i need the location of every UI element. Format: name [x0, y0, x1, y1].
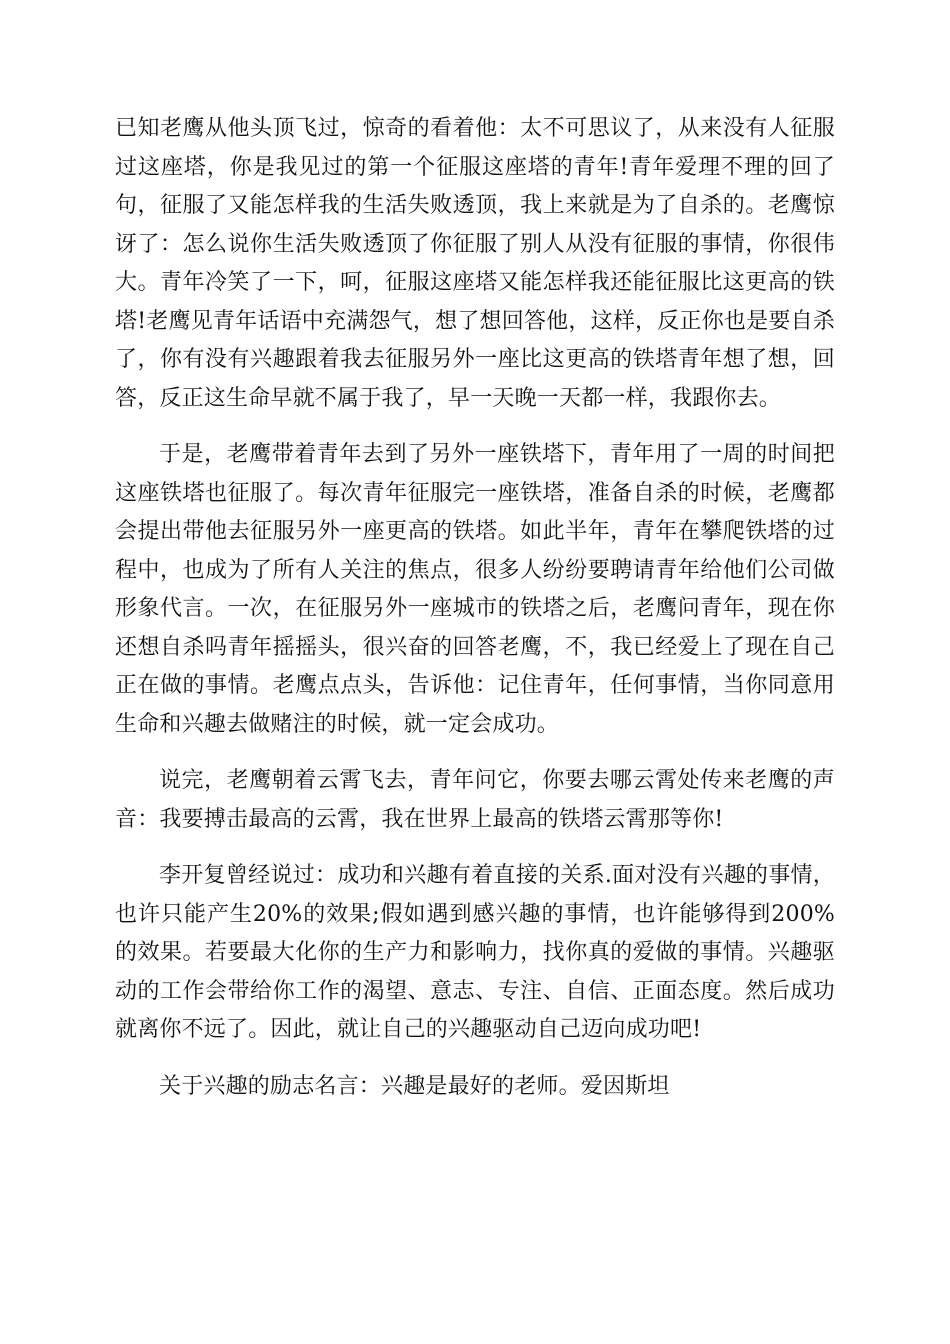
paragraph-eagle-dialogue: 已知老鹰从他头顶飞过，惊奇的看着他：太不可思议了，从来没有人征服过这座塔，你是我见过的第一个征服这座塔的青年!青年爱理不理的回了句，征服了又能怎样我的生活失败透顶，我上来就是为了自杀的。老鹰惊讶了：怎么说你生活失败透顶了你征服了别人从没有征服的事情，你很伟大。青年冷笑了一下，呵，征服这座塔又能怎样我还能征服比这更高的铁塔!老鹰见青年话语中充满怨气，想了想回答他，这样，反正你也是要自杀了，你有没有兴趣跟着我去征服另外一座比这更高的铁塔青年想了想，回答，反正这生命早就不属于我了，早一天晚一天都一样，我跟你去。 — [115, 116, 835, 411]
paragraph-conquering-towers: 于是，老鹰带着青年去到了另外一座铁塔下，青年用了一周的时间把这座铁塔也征服了。每次青年征服完一座铁塔，准备自杀的时候，老鹰都会提出带他去征服另外一座更高的铁塔。如此半年，青年在攀爬铁塔的过程中，也成为了所有人关注的焦点，很多人纷纷要聘请青年给他们公司做形象代言。一次，在征服另外一座城市的铁塔之后，老鹰问青年，现在你还想自杀吗青年摇摇头，很兴奋的回答老鹰，不，我已经爱上了现在自己正在做的事情。老鹰点点头，告诉他：记住青年，任何事情，当你同意用生命和兴趣去做赌注的时候，就一定会成功。 — [115, 442, 835, 737]
document-body — [115, 110, 835, 1106]
paragraph-eagle-flies-away: 说完，老鹰朝着云霄飞去，青年问它，你要去哪云霄处传来老鹰的声音：我要搏击最高的云霄，我在世界上最高的铁塔云霄那等你! — [115, 768, 835, 832]
paragraph-motivational-quote: 关于兴趣的励志名言：兴趣是最好的老师。爱因斯坦 — [159, 1073, 670, 1099]
paragraph-kaifu-lee-quote: 李开复曾经说过：成功和兴趣有着直接的关系.面对没有兴趣的事情，也许只能产生20%的效果;假如遇到感兴趣的事情，也许能够得到200%的效果。若要最大化你的生产力和影响力，找你真的爱做的事情。兴趣驱动的工作会带给你工作的渴望、意志、专注、自信、正面态度。然后成功就离你不远了。因此，就让自己的兴趣驱动自己迈向成功吧! — [115, 863, 835, 1042]
